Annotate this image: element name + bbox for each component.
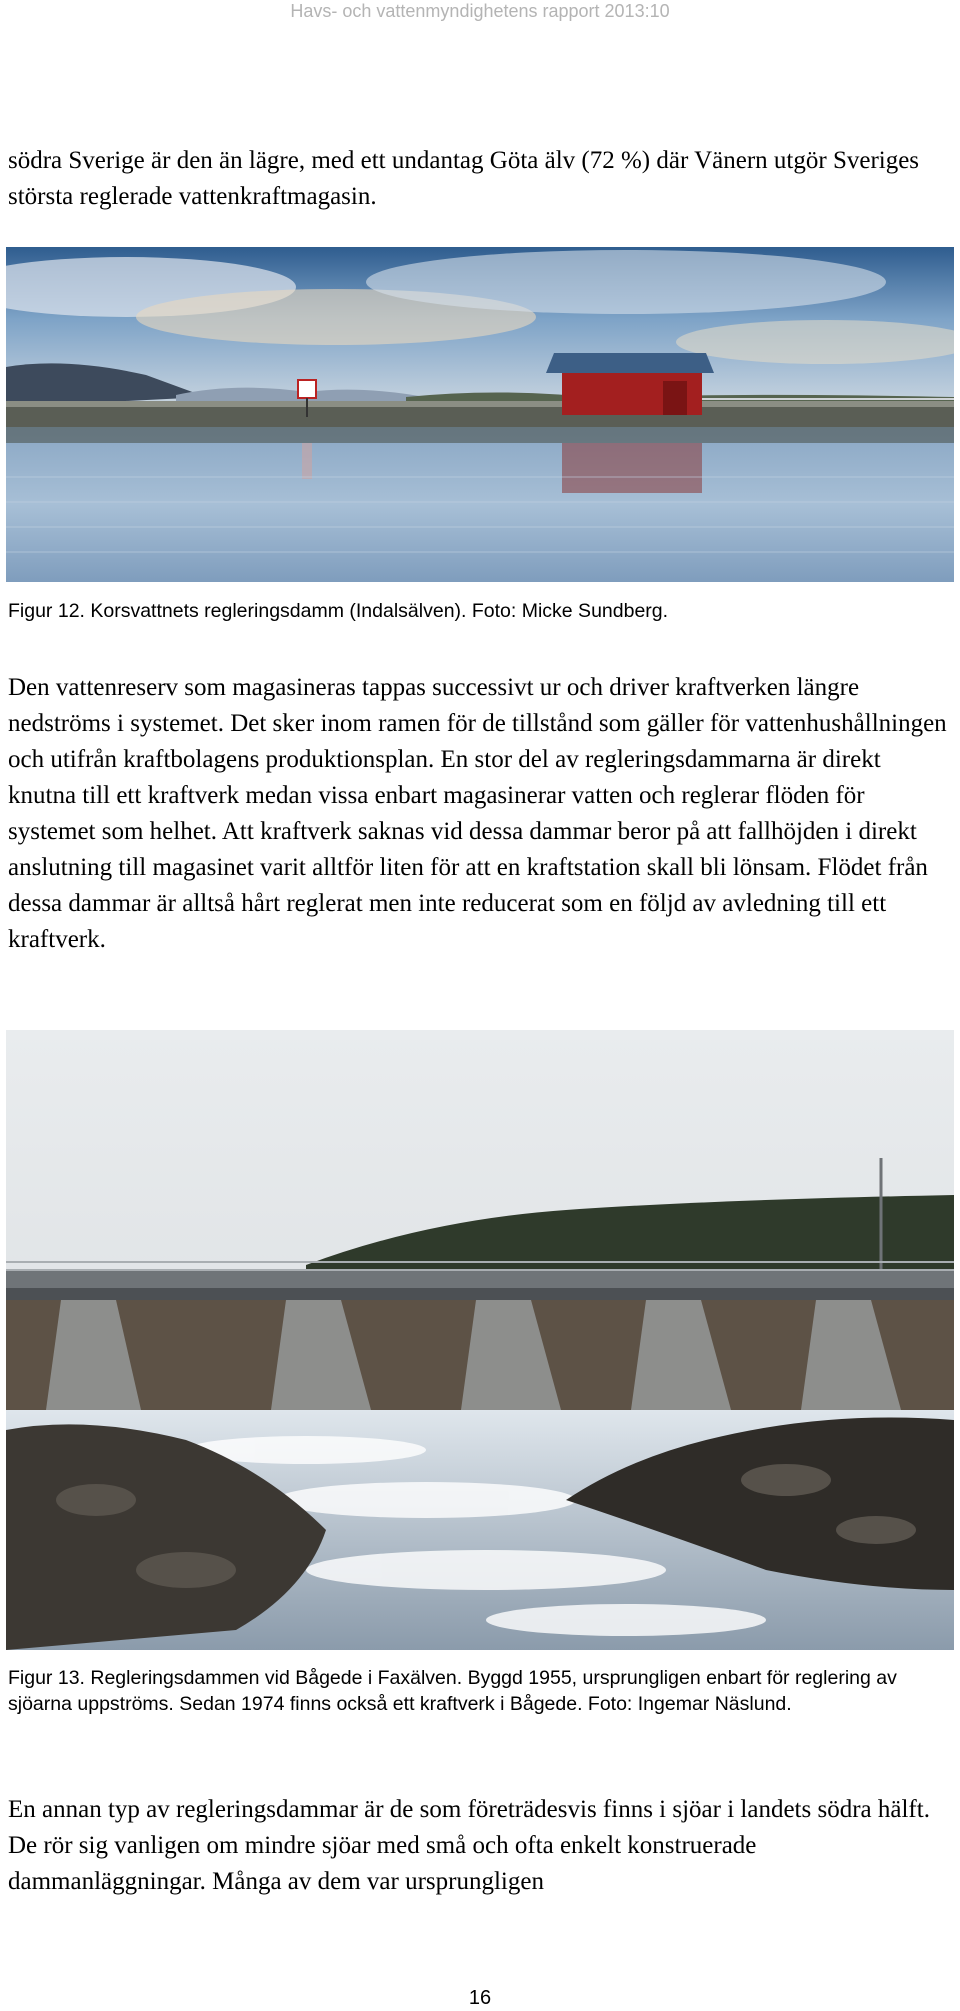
figure-13-photo [6, 1030, 954, 1650]
paragraph-2: Den vattenreserv som magasineras tappas successivt ur och driver kraftverken längre nedströms i systemet. Det sker inom ramen för de tillstånd som gäller för vattenhushållningen och utifrån kraftbolagens produktionsplan. En stor del av regleringsdammarna är direkt knutna till ett kraftverk medan vissa enbart magasinerar vatten och reglerar flöden för systemet som helhet. Att kraftverk saknas vid dessa dammar beror på att fallhöjden i direkt anslutning till magasinet varit alltför liten för att en kraftstation skall bli lönsam. Flödet från dessa dammar är alltså hårt reglerat men inte reducerat som en följd av avledning till ett kraftverk. [8, 674, 947, 953]
page-number: 16 [468, 1987, 492, 2009]
figure-13-caption: Figur 13. Regleringsdammen vid Bågede i Faxälven. Byggd 1955, ursprungligen enbart för reglering av sjöarna uppströms. Sedan 1974 finns också ett kraftverk i Bågede. Foto: Ingemar Näslund. [8, 1667, 897, 1715]
paragraph-1: södra Sverige är den än lägre, med ett undantag Göta älv (72 %) där Vänern utgör Sveriges största reglerade vattenkraftmagasin. [8, 147, 920, 210]
paragraph-3: En annan typ av regleringsdammar är de som företrädesvis finns i sjöar i landets södra hälft. De rör sig vanligen om mindre sjöar med små och ofta enkelt konstruerade dammanläggningar. Många av dem var ursprungligen [8, 1796, 930, 1895]
running-header: Havs- och vattenmyndighetens rapport 2013:10 [290, 1, 670, 21]
figure-12-photo [6, 247, 954, 582]
figure-12-caption: Figur 12. Korsvattnets regleringsdamm (Indalsälven). Foto: Micke Sundberg. [8, 600, 669, 622]
